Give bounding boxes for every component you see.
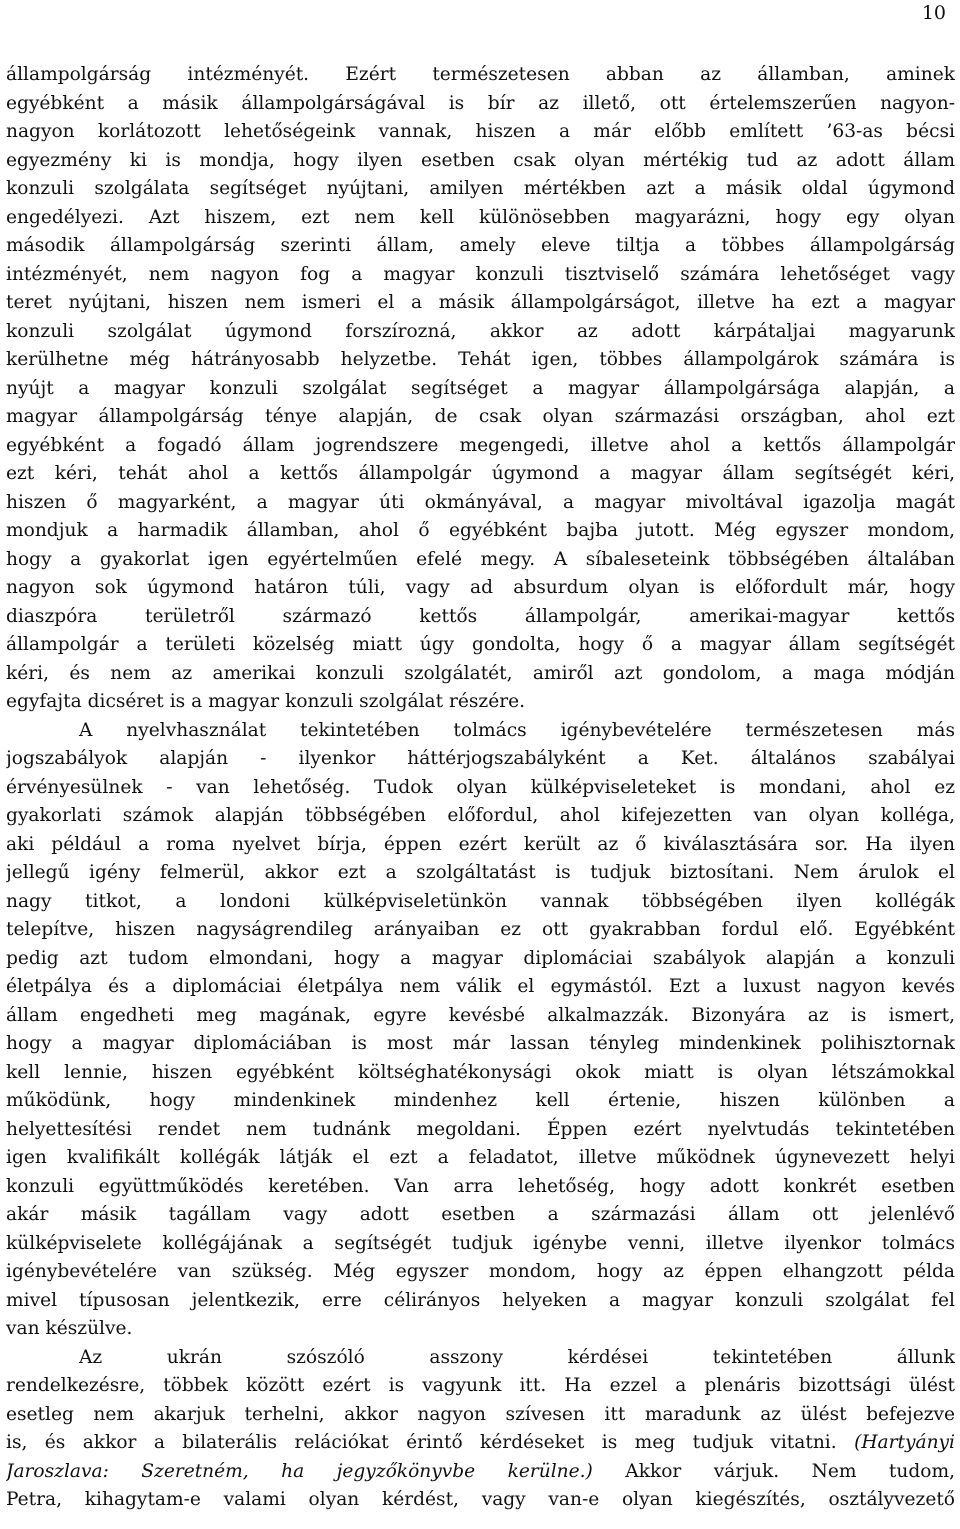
text-line-content: Petra, kihagytam-e valami olyan kérdést, vagy van-e olyan kiegészítés, osztályvezető bbox=[6, 1489, 955, 1510]
text-line-content: igen kvalifikált kollégák látják el ezt a feladatot, illetve működnek úgynevezett helyi bbox=[6, 1147, 955, 1168]
text-line-content: egyezmény ki is mondja, hogy ilyen esetben csak olyan mértékig tud az adott állam bbox=[6, 149, 955, 171]
text-line-content: konzuli együttműködés keretében. Van arra lehetőség, hogy adott konkrét esetben bbox=[6, 1175, 955, 1197]
text-line-content: intézményét, nem nagyon fog a magyar konzuli tisztviselő számára lehetőséget vagy bbox=[6, 263, 955, 285]
italic-remark: Jaroszlava: Szeretném, ha jegyzőkönyvbe kerülne.) bbox=[6, 1460, 593, 1482]
text-line-content: nagyon sok úgymond határon túli, vagy ad absurdum olyan is előfordult már, hogy bbox=[6, 577, 955, 598]
text-line-content: kerülhetne még hátrányosabb helyzetbe. Tehát igen, többes állampolgárok számára is bbox=[6, 349, 955, 370]
text-line bbox=[6, 90, 955, 119]
text-line bbox=[6, 745, 955, 774]
text-line bbox=[6, 1173, 955, 1202]
page-number: 10 bbox=[921, 2, 946, 24]
text-line bbox=[6, 147, 955, 176]
text-line-content: konzuli szolgálata segítséget nyújtani, amilyen mértékben azt a másik oldal úgymond bbox=[6, 178, 955, 199]
text-line-content: kell lennie, hiszen egyébként költséghatékonysági okok miatt is olyan létszámokkal bbox=[6, 1061, 955, 1083]
text-line-content: telepítve, hiszen nagyságrendileg arányaiban ez ott gyakrabban fordul elő. Egyébként bbox=[6, 919, 955, 940]
text-line-content: nyújt a magyar konzuli szolgálat segítséget a magyar állampolgársága alapján, a bbox=[6, 377, 955, 399]
text-line bbox=[6, 1372, 955, 1401]
text-line-content: engedélyezi. Azt hiszem, ezt nem kell különösebben magyarázni, hogy egy olyan bbox=[6, 206, 955, 228]
text-line bbox=[6, 774, 955, 803]
text-line bbox=[6, 1315, 955, 1344]
text-line-content: működünk, hogy mindenkinek mindenhez kell értenie, hiszen különben a bbox=[6, 1090, 955, 1111]
text-line-content: külképviselete kollégájának a segítségét tudjuk igénybe venni, illetve ilyenkor tolmács bbox=[6, 1232, 955, 1254]
text-line-content: konzuli szolgálat úgymond forszírozná, akkor az adott kárpátaljai magyarunk bbox=[6, 320, 955, 342]
text-line bbox=[6, 346, 955, 375]
text-line bbox=[6, 717, 955, 746]
text-line bbox=[6, 660, 955, 689]
text-line-content: akár másik tagállam vagy adott esetben a származási állam ott jelenlévő bbox=[6, 1204, 955, 1225]
text-line bbox=[6, 831, 955, 860]
text-line-content: kéri, és nem az amerikai konzuli szolgálatét, amiről azt gondolom, a maga módján bbox=[6, 662, 955, 684]
text-line bbox=[6, 1201, 955, 1230]
text-line bbox=[6, 432, 955, 461]
text-line bbox=[6, 574, 955, 603]
text-line-content: teret nyújtani, hiszen nem ismeri el a másik állampolgárságot, illetve ha ezt a magyar bbox=[6, 292, 955, 313]
text-line bbox=[6, 603, 955, 632]
text-line bbox=[6, 232, 955, 261]
text-line bbox=[6, 1344, 955, 1373]
text-line-content: hiszen ő magyarként, a magyar úti okmányával, a magyar mivoltával igazolja magát bbox=[6, 491, 955, 513]
text-line-content: jogszabályok alapján - ilyenkor háttérjogszabályként a Ket. általános szabályai bbox=[6, 748, 955, 769]
text-line bbox=[6, 118, 955, 147]
text-line-content: egyébként a fogadó állam jogrendszere megengedi, illetve ahol a kettős állampolgár bbox=[6, 434, 955, 456]
text-line-content: diaszpóra területről származó kettős állampolgár, amerikai-magyar kettős bbox=[6, 605, 955, 627]
text-line bbox=[6, 859, 955, 888]
text-line-content: igénybevételére van szükség. Még egyszer mondom, hogy az éppen elhangzott példa bbox=[6, 1261, 955, 1282]
text-line bbox=[6, 1486, 955, 1515]
text-line bbox=[6, 318, 955, 347]
text-line bbox=[6, 403, 955, 432]
text-line bbox=[6, 175, 955, 204]
text-line-content: esetleg nem akarjuk terhelni, akkor nagyon szívesen itt maradunk az ülést befejezve bbox=[6, 1403, 955, 1425]
text-line-content: A nyelvhasználat tekintetében tolmács igénybevételére természetesen más bbox=[79, 719, 955, 741]
text-line bbox=[6, 1002, 955, 1031]
text-line-content: állam engedheti meg magának, egyre kevésbé alkalmazzák. Bizonyára az is ismert, bbox=[6, 1004, 955, 1026]
text-line-content: van készülve. bbox=[6, 1318, 133, 1339]
text-line bbox=[6, 289, 955, 318]
text-line-content: Az ukrán szószóló asszony kérdései tekintetében állunk bbox=[79, 1346, 955, 1368]
text-line-content: jellegű igény felmerül, akkor ezt a szolgáltatást is tudjuk biztosítani. Nem árulok el bbox=[6, 862, 955, 883]
text-line bbox=[6, 802, 955, 831]
text-line bbox=[6, 204, 955, 233]
text-line bbox=[6, 546, 955, 575]
text-line bbox=[6, 1116, 955, 1145]
text-line bbox=[6, 261, 955, 290]
text-line bbox=[6, 460, 955, 489]
body-text bbox=[6, 61, 955, 1515]
text-line bbox=[6, 688, 955, 717]
text-line-content: helyettesítési rendet nem tudnánk megoldani. Éppen ezért nyelvtudás tekintetében bbox=[6, 1118, 955, 1140]
text-line bbox=[6, 1429, 955, 1458]
text-line-content: pedig azt tudom elmondani, hogy a magyar diplomáciai szabályok alapján a konzuli bbox=[6, 947, 955, 969]
text-line-content: is, és akkor a bilaterális relációkat érintő kérdéseket is meg tudjuk vitatni. bbox=[6, 1432, 855, 1453]
text-line bbox=[6, 1230, 955, 1259]
text-line-content: második állampolgárság szerinti állam, amely eleve tiltja a többes állampolgárság bbox=[6, 235, 955, 256]
text-line bbox=[6, 1458, 955, 1487]
text-line bbox=[6, 1030, 955, 1059]
text-line-content: Akkor várjuk. Nem tudom, bbox=[592, 1460, 955, 1482]
text-line bbox=[6, 631, 955, 660]
text-line bbox=[6, 945, 955, 974]
text-line-content: nagyon korlátozott lehetőségeink vannak, hiszen a már előbb említett ’63-as bécsi bbox=[6, 121, 955, 142]
text-line-content: mondjuk a harmadik államban, ahol ő egyébként bajba jutott. Még egyszer mondom, bbox=[6, 520, 955, 541]
text-line bbox=[6, 973, 955, 1002]
text-line bbox=[6, 1059, 955, 1088]
text-line bbox=[6, 916, 955, 945]
text-line-content: mivel típusosan jelentkezik, erre célirányos helyeken a magyar konzuli szolgálat fel bbox=[6, 1289, 955, 1311]
text-line bbox=[6, 1287, 955, 1316]
text-line bbox=[6, 517, 955, 546]
text-line-content: egyébként a másik állampolgárságával is bír az illető, ott értelemszerűen nagyon- bbox=[6, 92, 955, 114]
text-line-content: életpálya és a diplomáciai életpálya nem válik el egymástól. Ezt a luxust nagyon kevés bbox=[6, 976, 955, 997]
text-line-content: magyar állampolgárság ténye alapján, de csak olyan származási országban, ahol ezt bbox=[6, 406, 955, 427]
text-line bbox=[6, 1401, 955, 1430]
text-line bbox=[6, 489, 955, 518]
text-line-content: egyfajta dicséret is a magyar konzuli szolgálat részére. bbox=[6, 691, 526, 712]
text-line bbox=[6, 1144, 955, 1173]
text-line bbox=[6, 61, 955, 90]
italic-remark: (Hartyányi bbox=[854, 1432, 955, 1453]
text-line-content: hogy a magyar diplomáciában is most már lassan tényleg mindenkinek polihisztornak bbox=[6, 1033, 955, 1054]
text-line-content: érvényesülnek - van lehetőség. Tudok olyan külképviseleteket is mondani, ahol ez bbox=[6, 776, 955, 798]
text-line-content: állampolgárság intézményét. Ezért természetesen abban az államban, aminek bbox=[6, 64, 955, 85]
text-line bbox=[6, 888, 955, 917]
text-line-content: állampolgár a területi közelség miatt úgy gondolta, hogy ő a magyar állam segítségét bbox=[6, 634, 955, 655]
text-line bbox=[6, 1258, 955, 1287]
text-line bbox=[6, 375, 955, 404]
text-line-content: nagy titkot, a londoni külképviseletünkön vannak többségében ilyen kollégák bbox=[6, 890, 955, 912]
text-line-content: rendelkezésre, többek között ezért is vagyunk itt. Ha ezzel a plenáris bizottsági ülést bbox=[6, 1375, 955, 1396]
text-line-content: hogy a gyakorlat igen egyértelműen efelé megy. A síbaleseteink többségében általában bbox=[6, 548, 955, 570]
text-line-content: aki például a roma nyelvet bírja, éppen ezért került az ő kiválasztására sor. Ha ilyen bbox=[6, 833, 955, 855]
text-line bbox=[6, 1087, 955, 1116]
text-line-content: ezt kéri, tehát ahol a kettős állampolgár úgymond a magyar állam segítségét kéri, bbox=[6, 463, 955, 484]
text-line-content: gyakorlati számok alapján többségében előfordul, ahol kifejezetten van olyan kolléga, bbox=[6, 805, 955, 826]
